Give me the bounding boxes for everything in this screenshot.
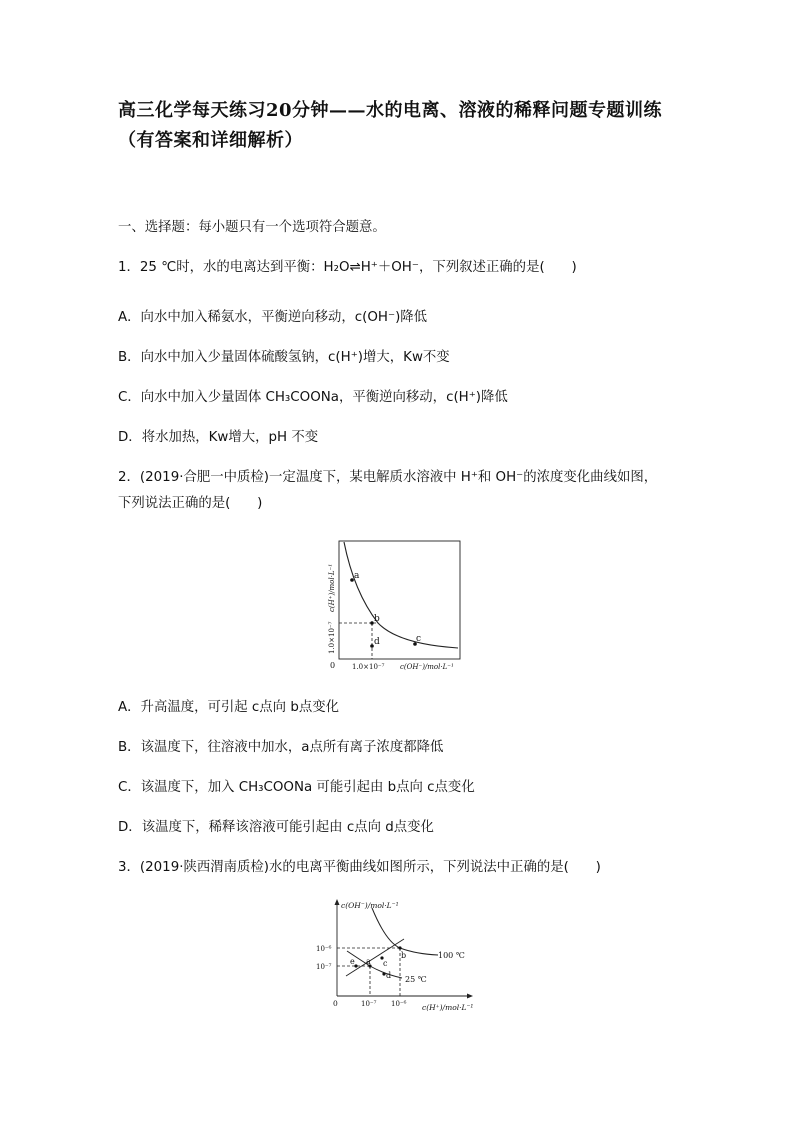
- section-heading: 一、选择题：每小题只有一个选项符合题意。: [118, 220, 386, 235]
- q1-option-c: C．向水中加入少量固体 CH₃COONa，平衡逆向移动，c(H⁺)降低: [118, 390, 508, 405]
- q2-option-d: D．该温度下，稀释该溶液可能引起由 c点向 d点变化: [118, 820, 434, 835]
- q2-stem-line-1: 2．(2019·合肥一中质检)一定温度下，某电解质水溶液中 H⁺和 OH⁻的浓度变化曲线如图，: [118, 470, 658, 485]
- q2-stem-line-2: 下列说法正确的是( ): [118, 496, 263, 511]
- q3-x-label: c(H⁺)/mol·L⁻¹: [422, 1003, 474, 1012]
- q3-label-d: d: [386, 971, 392, 980]
- q3-curve-100c: [372, 908, 438, 955]
- q2-x-tick: 1.0×10⁻⁷: [352, 663, 385, 671]
- q2-curve: [344, 542, 458, 648]
- q3-curve-label-100c: 100 ℃: [438, 951, 465, 960]
- q3-point-e: [354, 964, 357, 967]
- q1-option-d: D．将水加热，Kw增大，pH 不变: [118, 430, 319, 445]
- q2-option-a: A．升高温度，可引起 c点向 b点变化: [118, 700, 340, 715]
- q2-label-a: a: [354, 571, 360, 581]
- q3-curve-label-25c: 25 ℃: [405, 975, 427, 984]
- q3-x-tick-6: 10⁻⁶: [391, 1000, 407, 1008]
- document-title: [118, 96, 688, 156]
- q3-y-label: c(OH⁻)/mol·L⁻¹: [341, 901, 399, 910]
- q3-origin: 0: [333, 999, 338, 1008]
- q3-x-arrow: [467, 994, 473, 999]
- q3-label-a: a: [366, 957, 371, 966]
- q2-label-c: c: [416, 634, 422, 644]
- q3-label-c: c: [383, 959, 388, 968]
- q3-curve-25c: [347, 951, 402, 978]
- q3-figure: [310, 896, 490, 1016]
- q3-y-tick-7: 10⁻⁷: [316, 963, 332, 971]
- q2-label-d: d: [374, 637, 380, 647]
- q3-label-e: e: [350, 957, 355, 966]
- q2-y-tick: 1.0×10⁻⁷: [328, 621, 336, 654]
- q3-y-arrow: [335, 899, 340, 905]
- q3-y-tick-6: 10⁻⁶: [316, 945, 332, 953]
- title-line-1: 高三化学每天练习20分钟——水的电离、溶液的稀释问题专题训练: [118, 100, 663, 121]
- q3-label-b: b: [401, 951, 407, 960]
- q2-option-b: B．该温度下，往溶液中加水，a点所有离子浓度都降低: [118, 740, 444, 755]
- q3-stem: 3．(2019·陕西渭南质检)水的电离平衡曲线如图所示，下列说法中正确的是( ): [118, 860, 601, 875]
- q2-x-label: c(OH⁻)/mol·L⁻¹: [400, 663, 454, 671]
- q2-figure: [318, 534, 478, 676]
- q2-label-b: b: [374, 614, 380, 624]
- q1-option-b: B．向水中加入少量固体硫酸氢钠，c(H⁺)增大，Kw不变: [118, 350, 450, 365]
- title-line-2: （有答案和详细解析）: [118, 130, 303, 151]
- q2-y-label: c(H⁺)/mol·L⁻¹: [328, 563, 336, 612]
- q3-x-tick-7: 10⁻⁷: [361, 1000, 377, 1008]
- q2-origin: 0: [330, 661, 336, 670]
- q1-stem: 1．25 ℃时，水的电离达到平衡：H₂O⇌H⁺＋OH⁻，下列叙述正确的是( ): [118, 260, 577, 275]
- q2-plot-frame: [339, 541, 460, 659]
- q2-option-c: C．该温度下，加入 CH₃COONa 可能引起由 b点向 c点变化: [118, 780, 475, 795]
- q1-option-a: A．向水中加入稀氨水，平衡逆向移动，c(OH⁻)降低: [118, 310, 428, 325]
- q3-point-b: [398, 946, 401, 949]
